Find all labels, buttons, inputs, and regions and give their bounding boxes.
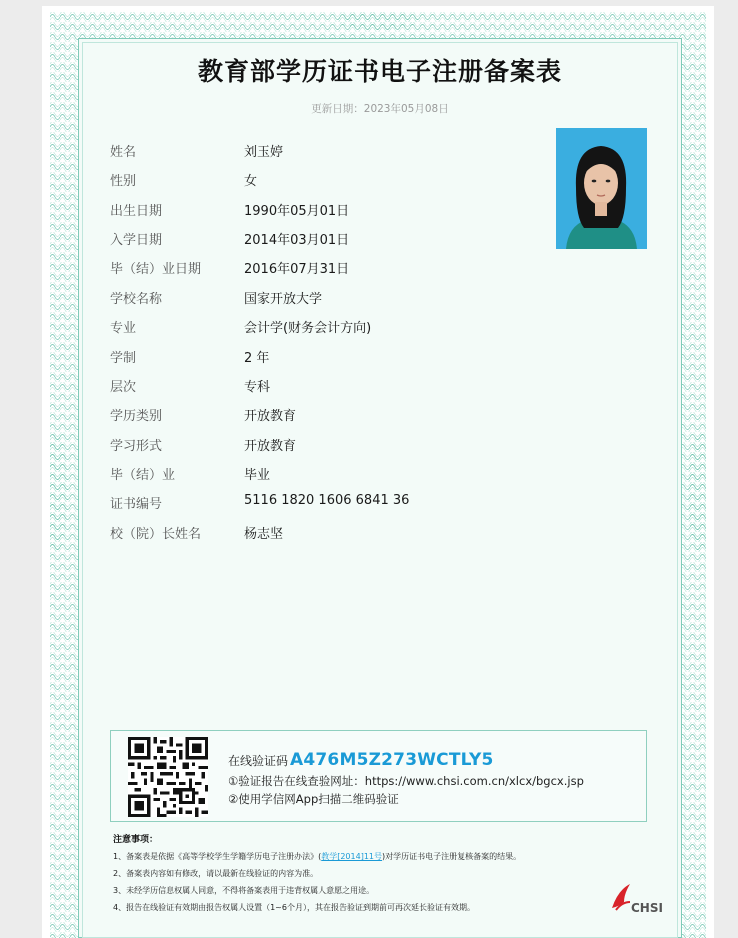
field-value: 2 年 [244, 351, 270, 366]
verification-code-line [228, 750, 494, 770]
field-label: 校（院）长姓名 [110, 527, 202, 542]
note-item-3: 3、未经学历信息权属人同意，不得将备案表用于违背权属人意愿之用途。 [113, 886, 375, 895]
note-item-1-after: )对学历证书电子注册复核备案的结果。 [382, 852, 522, 861]
field-label: 性别 [110, 174, 137, 189]
field-label: 学习形式 [110, 439, 163, 454]
field-value: 女 [244, 174, 258, 189]
field-label: 学制 [110, 351, 137, 366]
verification-code: A476M5Z273WCTLY5 [290, 750, 494, 770]
field-label: 毕（结）业日期 [110, 262, 202, 277]
note-item-2: 2、备案表内容如有修改，请以最新在线验证的内容为准。 [113, 869, 319, 878]
note-item-1-before: 1、备案表是依据《高等学校学生学籍学历电子注册办法》( [113, 852, 322, 861]
verification-code-label: 在线验证码 [228, 754, 289, 768]
note-item-1 [113, 851, 521, 862]
verification-url-line: ①验证报告在线查验网址：https://www.chsi.com.cn/xlcx/bgcx.jsp [228, 774, 584, 788]
field-label: 专业 [110, 321, 137, 336]
student-photo [556, 128, 647, 249]
field-label: 入学日期 [110, 233, 163, 248]
field-value: 5116 1820 1606 6841 36 [244, 493, 410, 508]
qr-code[interactable] [128, 737, 208, 817]
field-label: 出生日期 [110, 204, 163, 219]
field-value: 国家开放大学 [244, 292, 323, 307]
document-title: 教育部学历证书电子注册备案表 [197, 57, 562, 86]
field-value: 会计学(财务会计方向) [244, 321, 372, 336]
chsi-logo-text: CHSI [631, 901, 663, 915]
verification-app-line: ②使用学信网App扫描二维码验证 [228, 792, 399, 806]
notes-title: 注意事项： [113, 835, 159, 845]
field-value: 开放教育 [244, 439, 297, 454]
field-label: 证书编号 [110, 497, 163, 512]
field-value: 1990年05月01日 [244, 204, 350, 219]
field-label: 毕（结）业 [110, 468, 176, 483]
field-label: 学校名称 [110, 292, 163, 307]
update-date: 更新日期：2023年05月08日 [311, 103, 449, 115]
field-label: 姓名 [110, 145, 137, 160]
field-value: 专科 [244, 380, 271, 395]
regulation-link[interactable]: 教学[2014]11号 [321, 852, 382, 861]
field-value: 刘玉婷 [244, 145, 284, 160]
field-value: 毕业 [244, 468, 271, 483]
field-label: 学历类别 [110, 409, 163, 424]
field-value: 2014年03月01日 [244, 233, 350, 248]
note-item-4: 4、报告在线验证有效期由报告权属人设置（1~6个月），其在报告验证到期前可再次延长验证有效期。 [113, 903, 475, 912]
field-label: 层次 [110, 380, 137, 395]
field-value: 开放教育 [244, 409, 297, 424]
field-value: 杨志坚 [244, 527, 284, 542]
field-value: 2016年07月31日 [244, 262, 350, 277]
